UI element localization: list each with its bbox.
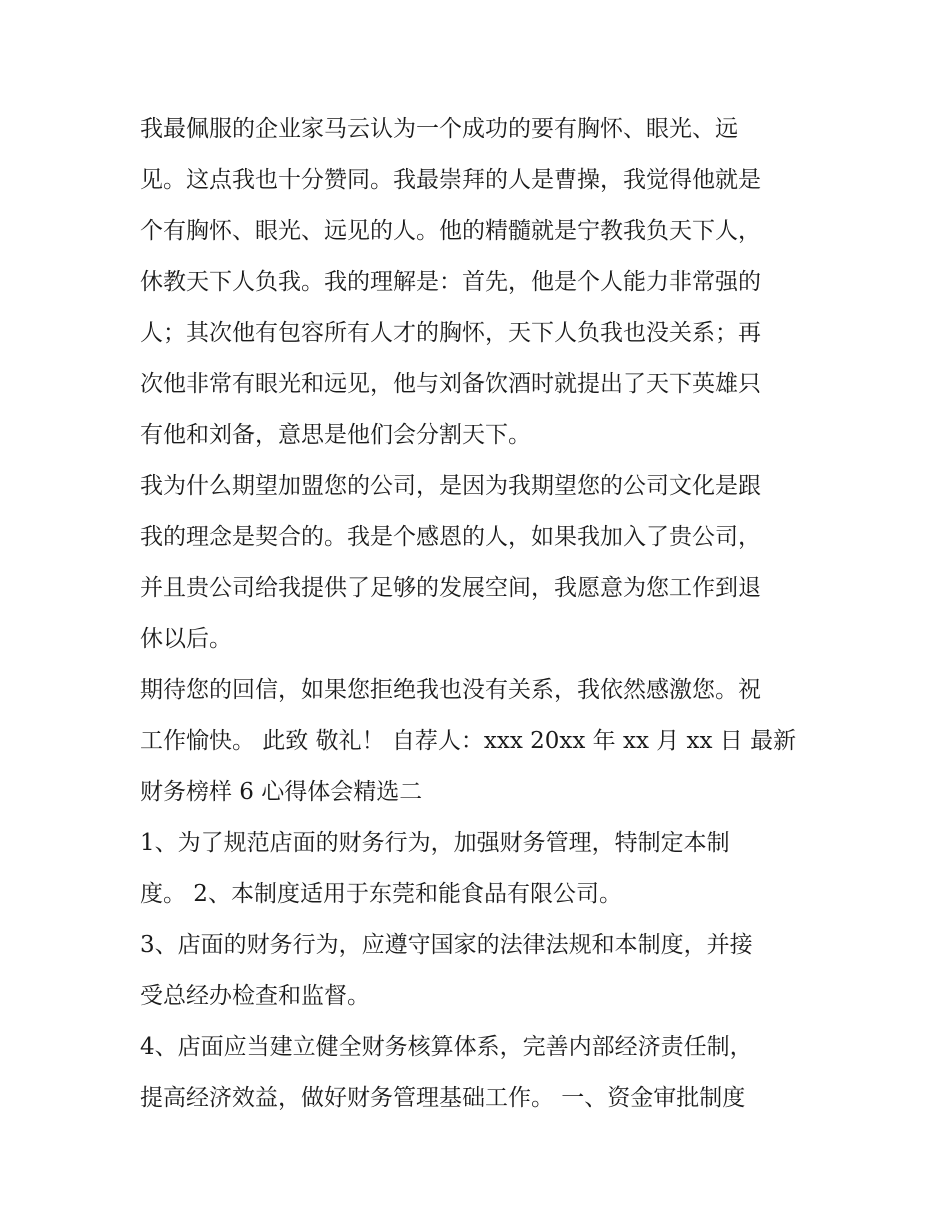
document-body <box>140 104 820 1124</box>
text-line: 财务榜样 6 心得体会精选二 <box>140 779 423 805</box>
text-line: 休教天下人负我。我的理解是：首先，他是个人能力非常强的 <box>140 269 761 295</box>
text-line: 1、为了规范店面的财务行为，加强财务管理，特制定本制 <box>140 830 730 856</box>
text-line: 次他非常有眼光和远见，他与刘备饮酒时就提出了天下英雄只 <box>140 371 761 397</box>
text-line: 并且贵公司给我提供了足够的发展空间，我愿意为您工作到退 <box>140 575 761 601</box>
text-line: 我的理念是契合的。我是个感恩的人，如果我加入了贵公司， <box>140 524 761 550</box>
text-line: 我最佩服的企业家马云认为一个成功的要有胸怀、眼光、远 <box>140 116 738 142</box>
text-line: 4、店面应当建立健全财务核算体系，完善内部经济责任制， <box>140 1034 753 1060</box>
text-line: 有他和刘备，意思是他们会分割天下。 <box>140 422 531 448</box>
text-line: 个有胸怀、眼光、远见的人。他的精髓就是宁教我负天下人， <box>140 218 761 244</box>
text-line: 我为什么期望加盟您的公司，是因为我期望您的公司文化是跟 <box>140 473 761 499</box>
text-line: 受总经办检查和监督。 <box>140 983 370 1009</box>
text-line: 工作愉快。 此致 敬礼！ 自荐人：xxx 20xx 年 xx 月 xx 日 最新 <box>140 728 797 754</box>
text-line: 度。 2、本制度适用于东莞和能食品有限公司。 <box>140 881 622 907</box>
text-line: 休以后。 <box>140 626 232 652</box>
text-line: 见。这点我也十分赞同。我最崇拜的人是曹操，我觉得他就是 <box>140 167 761 193</box>
text-line: 3、店面的财务行为，应遵守国家的法律法规和本制度，并接 <box>140 932 753 958</box>
text-line: 提高经济效益，做好财务管理基础工作。 一、资金审批制度 <box>140 1085 746 1111</box>
text-line: 期待您的回信，如果您拒绝我也没有关系，我依然感激您。祝 <box>140 677 761 703</box>
text-line: 人；其次他有包容所有人才的胸怀，天下人负我也没关系；再 <box>140 320 761 346</box>
